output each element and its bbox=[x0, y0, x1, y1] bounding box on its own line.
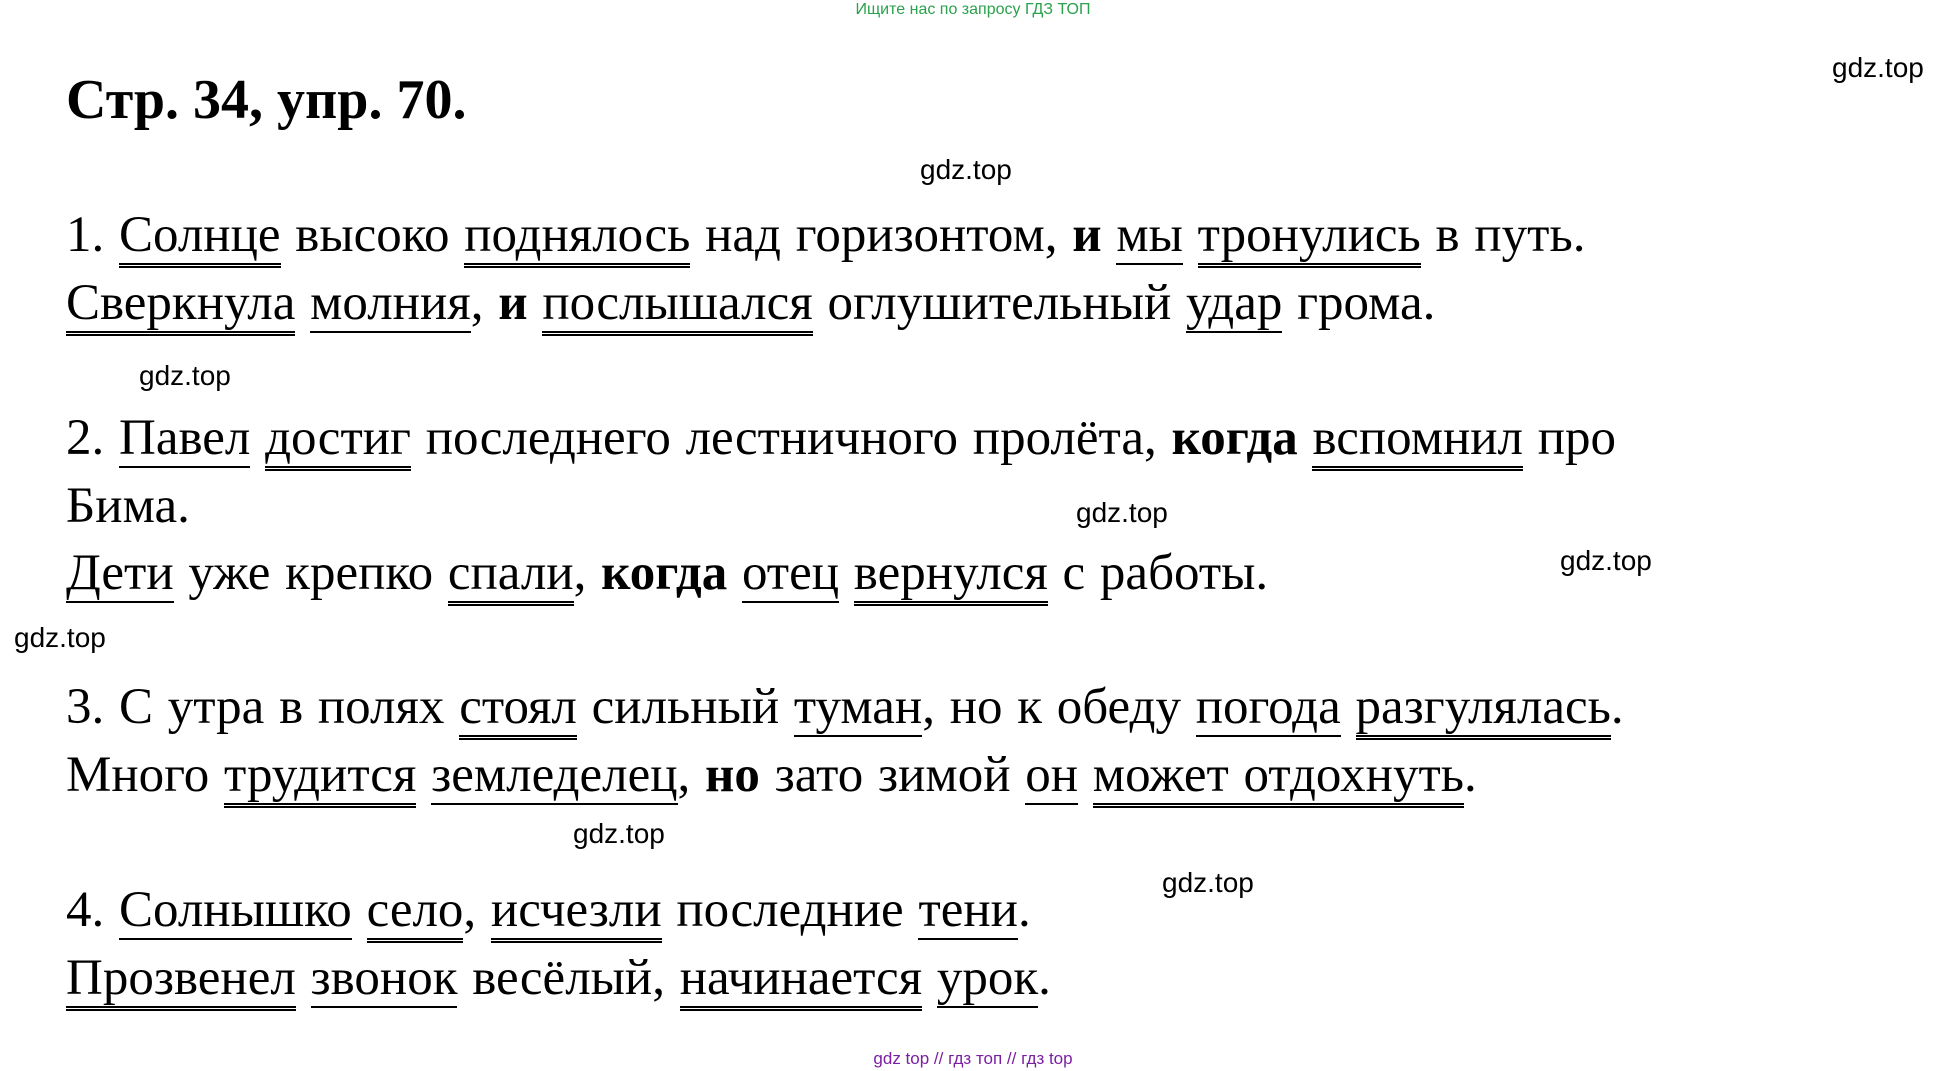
subject: земледелец bbox=[431, 747, 678, 803]
subject: он bbox=[1025, 747, 1079, 803]
predicate: начинается bbox=[680, 950, 922, 1011]
conjunction: когда bbox=[1171, 410, 1298, 466]
conjunction: и bbox=[498, 275, 528, 331]
predicate: поднялось bbox=[464, 207, 690, 268]
watermark: gdz.top bbox=[573, 818, 665, 849]
subject: мы bbox=[1116, 207, 1183, 263]
sentence-line: 2. Павел достиг последнего лестничного пролёта, когда вспомнил про bbox=[66, 405, 1616, 471]
subject: погода bbox=[1195, 679, 1341, 735]
predicate: стоял bbox=[459, 679, 577, 740]
subject: Солнышко bbox=[119, 882, 352, 938]
predicate: село bbox=[367, 882, 464, 943]
predicate: Сверкнула bbox=[66, 275, 295, 336]
predicate: вернулся bbox=[854, 545, 1048, 606]
top-banner: Ищите нас по запросу ГДЗ ТОП bbox=[855, 1, 1091, 18]
sentence-line: Сверкнула молния, и послышался оглушительный удар грома. bbox=[66, 270, 1435, 336]
subject: Дети bbox=[66, 545, 174, 601]
subject: отец bbox=[741, 545, 840, 601]
watermark: gdz.top bbox=[14, 622, 106, 653]
sentence-line: 1. Солнце высоко поднялось над горизонтом, и мы тронулись в путь. bbox=[66, 202, 1585, 268]
watermark: gdz.top bbox=[920, 154, 1012, 185]
watermark: gdz.top bbox=[1162, 867, 1254, 898]
predicate: может отдохнуть bbox=[1093, 747, 1464, 808]
subject: удар bbox=[1186, 275, 1283, 331]
sentence-line: 3. С утра в полях стоял сильный туман, но к обеду погода разгулялась. bbox=[66, 674, 1624, 740]
sentence-line: Бима. bbox=[66, 478, 190, 534]
page-title: Стр. 34, упр. 70. bbox=[66, 69, 467, 131]
sentence-line: 4. Солнышко село, исчезли последние тени. bbox=[66, 877, 1031, 943]
predicate: Прозвенел bbox=[66, 950, 296, 1011]
predicate: вспомнил bbox=[1312, 410, 1523, 471]
subject: молния bbox=[310, 275, 471, 331]
watermark: gdz.top bbox=[1076, 497, 1168, 528]
predicate: достиг bbox=[265, 410, 411, 471]
subject: звонок bbox=[310, 950, 458, 1006]
predicate: разгулялась bbox=[1356, 679, 1611, 740]
subject: урок bbox=[936, 950, 1039, 1006]
predicate: послышался bbox=[542, 275, 812, 336]
subject: туман bbox=[793, 679, 923, 735]
conjunction: но bbox=[705, 747, 760, 803]
footer-watermark: gdz top // гдз топ // гдз top bbox=[873, 1049, 1073, 1068]
sentence-line: Дети уже крепко спали, когда отец вернулся с работы. bbox=[66, 540, 1268, 606]
conjunction: когда bbox=[601, 545, 728, 601]
predicate: трудится bbox=[224, 747, 416, 808]
predicate: тронулись bbox=[1198, 207, 1421, 268]
sentence-line: Прозвенел звонок весёлый, начинается урок. bbox=[66, 945, 1051, 1011]
conjunction: и bbox=[1072, 207, 1102, 263]
subject: Павел bbox=[119, 410, 251, 466]
predicate: исчезли bbox=[491, 882, 662, 943]
watermark: gdz.top bbox=[139, 360, 231, 391]
subject: Солнце bbox=[119, 207, 281, 268]
sentence-line: Много трудится земледелец, но зато зимой он может отдохнуть. bbox=[66, 742, 1477, 808]
subject: тени bbox=[918, 882, 1018, 938]
watermark: gdz.top bbox=[1832, 52, 1924, 83]
watermark: gdz.top bbox=[1560, 545, 1652, 576]
predicate: спали bbox=[448, 545, 574, 606]
